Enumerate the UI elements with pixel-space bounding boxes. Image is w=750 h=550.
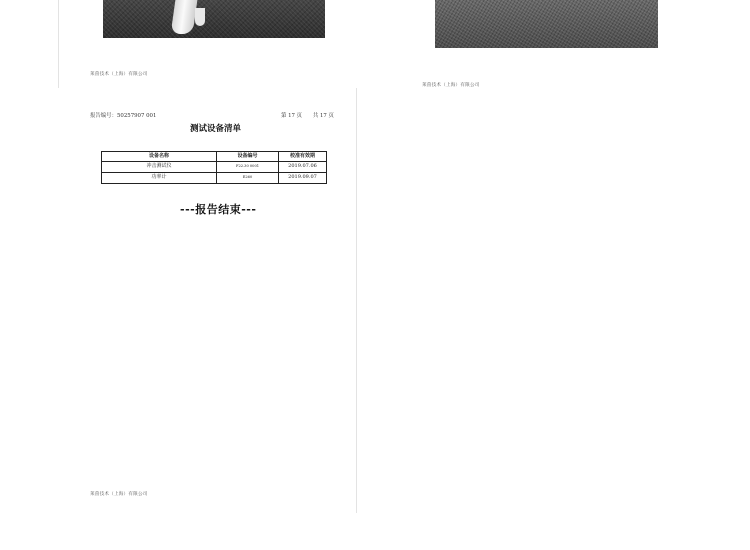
equipment-list-title: 测试设备清单	[190, 124, 242, 134]
calibration-date: 2019.09.07	[279, 173, 327, 184]
table-row	[102, 173, 327, 184]
column-header: 设备名称	[102, 152, 217, 162]
calibration-date: 2019.07.06	[279, 162, 327, 173]
report-number-label: 报告编号：	[90, 113, 117, 119]
page-divider	[356, 88, 357, 513]
page-divider	[58, 0, 59, 88]
table-header-row	[102, 152, 327, 162]
equipment-code: E260	[217, 173, 279, 184]
sample-photo	[435, 0, 658, 48]
sample-plug	[171, 0, 198, 34]
report-number	[90, 111, 156, 119]
company-footer: 莱茵技术（上海）有限公司	[90, 492, 148, 497]
equipment-table	[101, 151, 327, 184]
equipment-code: F22.30 0001	[217, 162, 279, 173]
page-info: 第 17 页 共 17 页	[281, 113, 334, 119]
equipment-name: 功率计	[102, 173, 217, 184]
column-header: 校准有效期	[279, 152, 327, 162]
report-number-value: 50257907 001	[116, 113, 157, 119]
company-footer: 莱茵技术（上海）有限公司	[90, 72, 148, 77]
sample-photo	[103, 0, 325, 38]
column-header: 设备编号	[217, 152, 279, 162]
sample-plug-shadow	[195, 8, 205, 26]
table-row	[102, 162, 327, 173]
report-end-mark: ---报告结束---	[180, 203, 257, 216]
company-footer: 莱茵技术（上海）有限公司	[422, 83, 480, 88]
equipment-name: 冲击测试仪	[102, 162, 217, 173]
